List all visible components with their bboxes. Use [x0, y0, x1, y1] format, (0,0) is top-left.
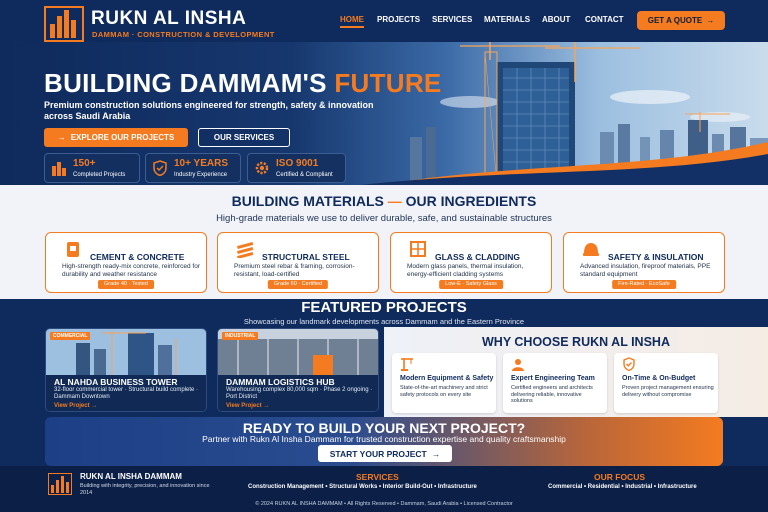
why-choose-panel [384, 327, 768, 417]
footer-focus-heading: OUR FOCUS [594, 472, 645, 482]
site-header [0, 0, 768, 42]
hero-title-main: BUILDING DAMMAM'S [44, 68, 335, 98]
project-title: DAMMAM LOGISTICS HUB [226, 377, 335, 387]
why-title: WHY CHOOSE RUKN AL INSHA [482, 335, 670, 349]
explore-projects-label: EXPLORE OUR PROJECTS [70, 133, 175, 142]
arrow-right-icon: → [57, 133, 66, 142]
why-card-desc: Proven project management ensuring delivery without compromise [622, 385, 714, 398]
featured-projects-section [0, 299, 768, 417]
materials-subtitle: High-grade materials we use to deliver durable, safe, and sustainable structures [216, 213, 552, 224]
footer-services-list[interactable]: Construction Management • Structural Works • Interior Build-Out • Infrastructure [248, 484, 477, 490]
materials-title [0, 193, 768, 209]
footer-tagline: Building with integrity, precision, and innovation since 2014 [80, 483, 210, 496]
why-card-on-time [614, 353, 718, 413]
engineer-icon [511, 357, 525, 371]
why-card-engineering [503, 353, 607, 413]
gear-icon [254, 160, 270, 176]
nav-materials[interactable]: MATERIALS [484, 15, 531, 24]
material-badge: Low-E · Safety Glass [439, 280, 503, 289]
project-title: AL NAHDA BUSINESS TOWER [54, 377, 178, 387]
materials-title-main: BUILDING MATERIALS [231, 193, 384, 209]
project-card-al-nahda[interactable] [45, 328, 207, 412]
materials-section [0, 185, 768, 299]
cta-title: READY TO BUILD YOUR NEXT PROJECT? [242, 420, 526, 436]
view-project-link[interactable]: View Project → [54, 403, 98, 409]
material-title: CEMENT & CONCRETE [90, 252, 185, 262]
why-card-equipment [392, 353, 496, 413]
stat-label: Completed Projects [73, 172, 126, 178]
material-card-glass[interactable] [390, 232, 552, 293]
our-services-button[interactable] [198, 128, 290, 147]
stat-value: 150+ [73, 158, 96, 169]
nav-projects[interactable]: PROJECTS [377, 15, 421, 24]
site-footer [0, 466, 768, 512]
material-card-safety[interactable] [563, 232, 725, 293]
project-desc: Warehousing complex 80,000 sqm · Phase 2 ongoing · Port District [226, 387, 373, 400]
materials-title-dash: — [383, 193, 406, 209]
arrow-right-icon: → [431, 448, 441, 459]
material-desc: High-strength ready-mix concrete, reinforced for durability and weather resistance [62, 263, 201, 278]
project-card-logistics[interactable] [217, 328, 379, 412]
project-desc: 32-floor commercial tower · Structural build complete · Dammam Downtown [54, 387, 199, 400]
hard-hat-icon [582, 240, 600, 258]
why-card-desc: Certified engineers and architects delivering reliable, innovative solutions [511, 385, 593, 404]
stat-value: 10+ YEARS [174, 158, 229, 169]
featured-title: FEATURED PROJECTS [301, 299, 467, 316]
why-card-title: Expert Engineering Team [511, 375, 595, 382]
shield-check-icon [152, 160, 168, 176]
buildings-icon [51, 160, 67, 176]
material-card-steel[interactable] [217, 232, 379, 293]
glass-panel-icon [409, 240, 427, 258]
cta-banner [45, 417, 723, 466]
material-desc: Advanced insulation, fireproof materials, PPE standard equipment [580, 263, 711, 278]
shield-check-icon [622, 357, 636, 371]
footer-services-heading: SERVICES [356, 472, 399, 482]
material-desc: Premium steel rebar & framing, corrosion-resistant, load-certified [234, 263, 355, 278]
arrow-right-icon: → [706, 16, 715, 25]
why-card-title: Modern Equipment & Safety [400, 375, 494, 382]
start-project-button[interactable] [318, 445, 452, 462]
material-title: SAFETY & INSULATION [608, 252, 704, 262]
footer-copyright: © 2024 RUKN AL INSHA DAMMAM • All Rights Reserved • Dammam, Saudi Arabia • Licensed Contractor [255, 501, 513, 507]
material-title: STRUCTURAL STEEL [262, 252, 350, 262]
stat-label: Certified & Compliant [276, 172, 333, 178]
material-badge: Grade 40 · Tested [98, 280, 154, 289]
material-desc: Modern glass panels, thermal insulation, energy-efficient cladding systems [407, 263, 524, 278]
steel-beams-icon [236, 240, 254, 258]
hero-subtitle: Premium construction solutions engineered for strength, safety & innovation across Saudi Arabia [44, 100, 374, 121]
nav-contact[interactable]: CONTACT [585, 15, 624, 24]
logo-icon[interactable] [44, 6, 84, 42]
material-card-cement[interactable] [45, 232, 207, 293]
get-quote-button[interactable] [637, 11, 725, 30]
hero-title [44, 68, 442, 99]
materials-title-tail: OUR INGREDIENTS [405, 193, 537, 209]
project-tag: COMMERCIAL [50, 332, 90, 340]
project-tag: INDUSTRIAL [222, 332, 258, 340]
material-title: GLASS & CLADDING [435, 252, 520, 262]
our-services-label: OUR SERVICES [213, 133, 275, 142]
material-badge: Fire-Rated · EcoSafe [612, 280, 676, 289]
stat-label: Industry Experience [174, 172, 228, 178]
cement-bag-icon [64, 240, 82, 258]
footer-focus-list[interactable]: Commercial • Residential • Industrial • Infrastructure [548, 484, 697, 490]
explore-projects-button[interactable] [44, 128, 188, 147]
brand-name[interactable]: RUKN AL INSHA [91, 8, 247, 29]
footer-logo-icon[interactable] [48, 473, 72, 495]
crane-icon [400, 357, 414, 371]
nav-about[interactable]: ABOUT [542, 15, 571, 24]
nav-home[interactable]: HOME [340, 15, 364, 24]
start-project-label: START YOUR PROJECT [329, 448, 427, 459]
material-badge: Grade 60 · Certified [268, 280, 328, 289]
view-project-link[interactable]: View Project → [226, 403, 270, 409]
stat-value: ISO 9001 [276, 158, 319, 169]
cta-subtitle: Partner with Rukn Al Insha Dammam for trusted construction expertise and quality craftsmanship [202, 434, 566, 444]
stat-projects [44, 153, 140, 183]
nav-services[interactable]: SERVICES [432, 15, 473, 24]
why-card-desc: State-of-the-art machinery and strict safety protocols on every site [400, 385, 488, 398]
get-quote-label: GET A QUOTE [647, 16, 703, 25]
hero-title-accent: FUTURE [334, 68, 442, 98]
brand-tagline: DAMMAM · CONSTRUCTION & DEVELOPMENT [92, 30, 275, 39]
hero-section [0, 42, 768, 185]
featured-subtitle: Showcasing our landmark developments across Dammam and the Eastern Province [243, 317, 525, 326]
stat-iso [247, 153, 346, 183]
why-card-title: On-Time & On-Budget [622, 375, 696, 382]
stat-experience [145, 153, 241, 183]
footer-brand-name: RUKN AL INSHA DAMMAM [80, 472, 182, 481]
